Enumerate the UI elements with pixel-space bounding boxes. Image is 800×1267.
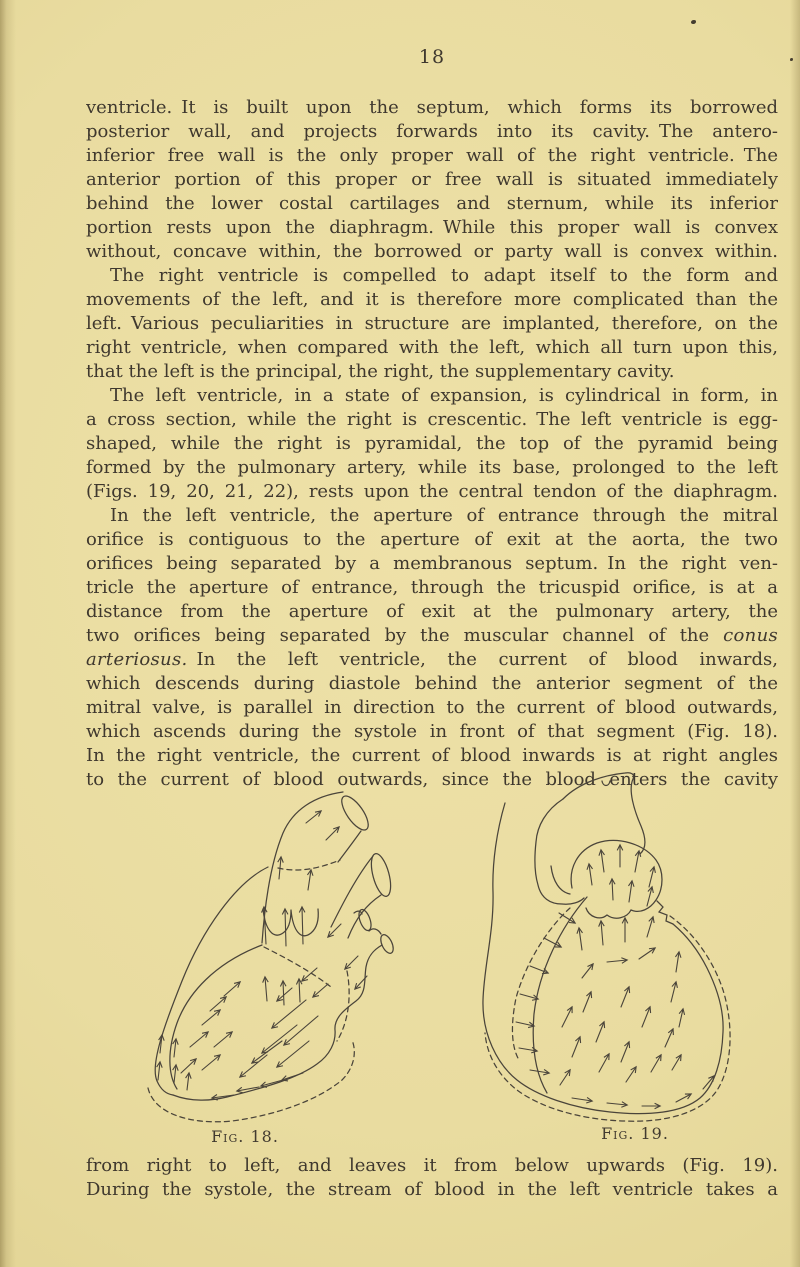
blood-flow-arrow — [190, 1032, 208, 1047]
text-line: The left ventricle, in a state of expansion, is cylindrical in form, in — [110, 385, 778, 406]
text-line: The right ventricle is compelled to adapt itself to the form and — [110, 265, 778, 286]
text-line: formed by the pulmonary artery, while its base, prolonged to the left — [86, 457, 778, 478]
blood-flow-arrow — [282, 1073, 303, 1080]
blood-flow-arrow — [285, 909, 286, 946]
text-line: During the systole, the stream of blood in the left ventricle takes a — [86, 1179, 778, 1200]
blood-flow-arrow — [210, 997, 226, 1011]
blood-flow-arrow — [679, 1009, 683, 1027]
figure-outline — [485, 916, 730, 1121]
blood-flow-arrow — [601, 921, 603, 945]
blood-flow-arrow — [649, 867, 654, 887]
fig18-caption: Fig. 18. — [211, 1127, 279, 1146]
blood-flow-arrow — [272, 1000, 306, 1028]
blood-flow-arrow — [520, 994, 538, 999]
text-line: which ascends during the systole in front of that segment (Fig. 18). — [86, 721, 778, 742]
text-line: a cross section, while the right is crescentic. The left ventricle is egg- — [86, 409, 778, 430]
blood-flow-arrow — [612, 879, 613, 900]
blood-flow-arrow — [214, 1032, 232, 1047]
blood-flow-arrow — [607, 960, 627, 962]
text-line: without, concave within, the borrowed or party wall is convex within. — [86, 241, 778, 262]
blood-flow-arrow — [647, 917, 653, 937]
blood-flow-arrow — [224, 982, 240, 996]
blood-flow-arrow — [530, 1070, 549, 1073]
fig19-caption: Fig. 19. — [601, 1124, 669, 1143]
blood-flow-arrow — [283, 981, 284, 1005]
body-text-continued — [86, 1154, 778, 1202]
text-line: which descends during diastole behind the anterior segment of the — [86, 673, 778, 694]
figure-outline — [155, 867, 268, 1095]
blood-flow-arrow — [607, 1103, 627, 1105]
text-line: orifices being separated by a membranous septum. In the right ven- — [86, 553, 778, 574]
blood-flow-arrow — [672, 1055, 681, 1070]
blood-flow-arrow — [202, 1010, 220, 1025]
text-line: In the right ventricle, the current of blood inwards is at right angles — [86, 745, 778, 766]
blood-flow-arrow — [572, 1037, 580, 1057]
vessel-opening — [368, 852, 395, 899]
text-line: posterior wall, and projects forwards into its cavity. The antero- — [86, 121, 778, 142]
page-right-edge-shadow — [790, 0, 800, 1267]
figure-outline — [263, 909, 318, 936]
blood-flow-arrow — [252, 1041, 282, 1063]
text-line: movements of the left, and it is therefore more complicated than the — [86, 289, 778, 310]
blood-flow-arrow — [181, 1059, 196, 1073]
blood-flow-arrow — [596, 1022, 604, 1042]
text-line: shaped, while the right is pyramidal, the top of the pyramid being — [86, 433, 778, 454]
blood-flow-arrow — [187, 1073, 189, 1090]
blood-flow-arrow — [302, 907, 303, 944]
blood-flow-arrow — [284, 1016, 318, 1045]
blood-flow-arrow — [174, 1065, 176, 1083]
blood-flow-arrow — [629, 881, 632, 902]
text-line: (Figs. 19, 20, 21, 22), rests upon the central tendon of the diaphragm. — [86, 481, 778, 502]
blood-flow-arrow — [516, 1022, 534, 1026]
blood-flow-arrow — [299, 979, 300, 1002]
text-line: orifice is contiguous to the aperture of exit at the aorta, the two — [86, 529, 778, 550]
text-line: from right to left, and leaves it from below upwards (Fig. 19). — [86, 1155, 778, 1176]
ink-speck — [691, 20, 696, 24]
blood-flow-arrow — [579, 928, 582, 950]
blood-flow-arrow — [642, 1007, 650, 1027]
figure-outline — [571, 840, 662, 918]
text-line: distance from the aperture of exit at the pulmonary artery, the — [86, 601, 778, 622]
blood-flow-arrow — [589, 864, 592, 885]
fig18-left-ventricle-drawing — [50, 783, 410, 1123]
figure-outline — [512, 908, 570, 1060]
text-line: tricle the aperture of entrance, through the tricuspid orifice, is at a — [86, 577, 778, 598]
text-line: mitral valve, is parallel in direction to the current of blood outwards, — [86, 697, 778, 718]
text-line: ventricle. It is built upon the septum, which forms its borrowed — [86, 97, 778, 118]
blood-flow-arrow — [647, 887, 652, 906]
blood-flow-arrow — [639, 948, 655, 959]
figure-outline — [331, 856, 373, 927]
figure-outline — [338, 831, 361, 862]
text-line: that the left is the principal, the right, the supplementary cavity. — [86, 361, 675, 382]
blood-flow-arrow — [345, 956, 358, 969]
blood-flow-arrow — [676, 1094, 691, 1102]
body-text — [86, 96, 778, 792]
blood-flow-arrow — [328, 924, 341, 937]
figure-outline — [551, 866, 570, 894]
page-left-edge-shadow — [0, 0, 16, 1267]
text-line: two orifices being separated by the muscular channel of the conus — [86, 625, 778, 646]
blood-flow-arrow — [582, 964, 593, 978]
blood-flow-arrow — [202, 1055, 220, 1070]
text-line: right ventricle, when compared with the left, which all turn upon this, — [86, 337, 778, 358]
blood-flow-arrow — [302, 968, 317, 981]
blood-flow-arrow — [240, 1055, 267, 1077]
figure-outline — [602, 781, 610, 786]
blood-flow-arrow — [626, 1067, 636, 1082]
figure-outline — [278, 860, 340, 870]
blood-flow-arrow — [601, 850, 604, 872]
figure-outline — [483, 803, 723, 1114]
figure-outline — [348, 895, 381, 938]
blood-flow-arrow — [174, 1039, 176, 1057]
text-line: anterior portion of this proper or free wall is situated immediately — [86, 169, 778, 190]
blood-flow-arrow — [621, 1042, 629, 1062]
blood-flow-arrow — [583, 992, 591, 1012]
text-line: behind the lower costal cartilages and sternum, while its inferior — [86, 193, 778, 214]
blood-flow-arrow — [651, 1055, 661, 1072]
blood-flow-arrow — [277, 988, 292, 1001]
figure-outline — [264, 947, 331, 987]
figure-outline — [337, 971, 349, 1041]
blood-flow-arrow — [308, 870, 311, 890]
ink-speck — [790, 58, 793, 61]
fig19-right-ventricle-drawing — [420, 770, 790, 1130]
blood-flow-arrow — [277, 1041, 309, 1067]
blood-flow-arrow — [621, 987, 629, 1007]
text-line: inferior free wall is the only proper wall of the right ventricle. The — [86, 145, 778, 166]
text-line: In the left ventricle, the aperture of entrance through the mitral — [110, 505, 778, 526]
blood-flow-arrow — [306, 811, 321, 823]
blood-flow-arrow — [599, 1054, 609, 1072]
vessel-opening — [357, 908, 374, 932]
figure-18 — [50, 783, 410, 1123]
figure-outline — [148, 1040, 354, 1122]
blood-flow-arrow — [572, 1098, 592, 1101]
figure-19 — [420, 770, 790, 1130]
figure-outline — [657, 901, 673, 924]
blood-flow-arrow — [326, 827, 339, 840]
blood-flow-arrow — [560, 1070, 570, 1085]
blood-flow-arrow — [676, 952, 679, 972]
page-number: 18 — [418, 46, 446, 68]
text-line: to the current of blood outwards, since the blood enters the cavity — [86, 769, 778, 790]
text-line: arteriosus. In the left ventricle, the current of blood inwards, — [86, 649, 778, 670]
blood-flow-arrow — [671, 982, 676, 1002]
figure-outline — [170, 945, 262, 1089]
text-line: portion rests upon the diaphragm. While this proper wall is convex — [86, 217, 778, 238]
blood-flow-arrow — [665, 1029, 673, 1047]
blood-flow-arrow — [562, 1007, 572, 1027]
figure-outline — [533, 897, 587, 1093]
blood-flow-arrow — [265, 977, 267, 1001]
blood-flow-arrow — [158, 1062, 160, 1080]
blood-flow-arrow — [635, 851, 639, 872]
blood-flow-arrow — [313, 984, 328, 997]
vessel-opening — [337, 792, 373, 834]
text-line: left. Various peculiarities in structure are implanted, therefore, on the — [86, 313, 778, 334]
vessel-opening — [378, 933, 396, 955]
